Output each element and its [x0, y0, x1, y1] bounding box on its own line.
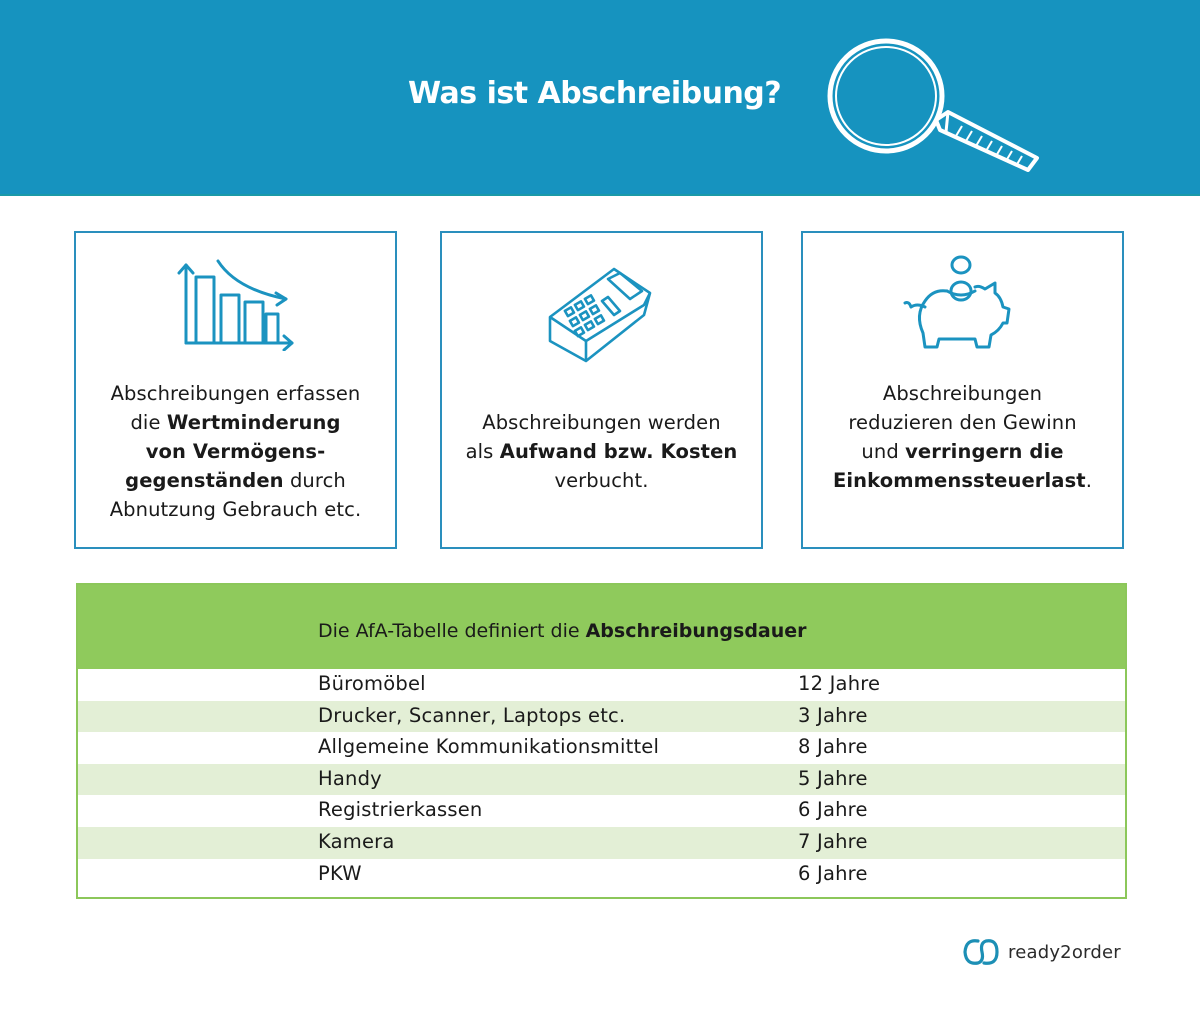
magnifier-icon: [822, 36, 1042, 176]
ready2order-logo-icon: [962, 937, 1000, 967]
info-card-expense: [440, 231, 763, 549]
afa-table-title: Die AfA-Tabelle definiert die Abschreibungsdauer: [318, 620, 807, 642]
depreciation-duration: 3 Jahre: [798, 703, 868, 727]
asset-name: PKW: [318, 861, 362, 885]
info-card-depreciation: [74, 231, 397, 549]
table-row: [78, 732, 1125, 764]
depreciation-duration: 5 Jahre: [798, 766, 868, 790]
asset-name: Kamera: [318, 829, 395, 853]
declining-bar-chart-icon: [176, 257, 300, 351]
table-row: [78, 827, 1125, 859]
card-text: Abschreibungen reduzieren den Gewinn und verringern die Einkommenssteuerlast.: [832, 382, 1093, 492]
brand-logo: [962, 936, 1121, 968]
afa-table: [76, 583, 1127, 899]
piggy-bank-icon: [903, 253, 1017, 353]
asset-name: Allgemeine Kommunikationsmittel: [318, 735, 660, 759]
depreciation-duration: 6 Jahre: [798, 861, 868, 885]
brand-name: ready2order: [1008, 941, 1121, 963]
asset-name: Drucker, Scanner, Laptops etc.: [318, 703, 626, 727]
afa-table-header: [78, 585, 1125, 669]
card-text: Abschreibungen erfassen die Wertminderung von Vermögens- gegenständen durch Abnutzung Gebrauch etc.: [109, 382, 362, 521]
afa-table-body: [78, 669, 1125, 890]
card-text: Abschreibungen werden als Aufwand bzw. Kosten verbucht.: [465, 411, 738, 492]
depreciation-duration: 7 Jahre: [798, 829, 868, 853]
table-row: [78, 859, 1125, 891]
cash-register-icon: [546, 265, 662, 365]
table-row: [78, 795, 1125, 827]
info-card-tax: [801, 231, 1124, 549]
table-row: [78, 764, 1125, 796]
depreciation-duration: 8 Jahre: [798, 735, 868, 759]
asset-name: Handy: [318, 766, 382, 790]
asset-name: Registrierkassen: [318, 798, 483, 822]
depreciation-duration: 12 Jahre: [798, 672, 881, 695]
depreciation-duration: 6 Jahre: [798, 798, 868, 822]
table-row: [78, 669, 1125, 701]
table-row: [78, 701, 1125, 733]
header-banner: [0, 0, 1200, 196]
page-title: Was ist Abschreibung?: [408, 76, 782, 111]
asset-name: Büromöbel: [318, 672, 426, 695]
